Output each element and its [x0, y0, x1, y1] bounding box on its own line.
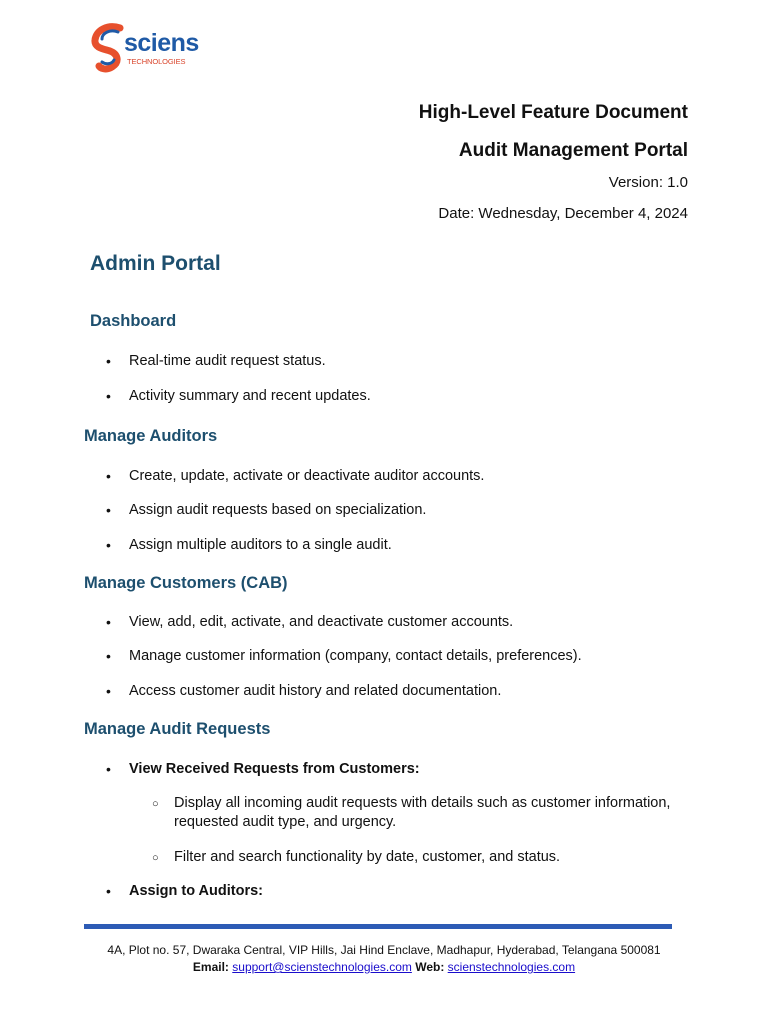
list-item-text: View Received Requests from Customers:: [129, 761, 420, 777]
document-subtitle: Audit Management Portal: [458, 140, 688, 161]
heading-manage-customers: Manage Customers (CAB): [84, 574, 288, 592]
list-item-text: Manage customer information (company, contact details, preferences).: [129, 648, 582, 664]
email-label: Email:: [192, 960, 229, 974]
bullet-icon: •: [106, 883, 111, 899]
bullet-icon: •: [106, 353, 111, 369]
list-item-text: Assign audit requests based on specialization.: [129, 502, 427, 518]
logo-subtext: TECHNOLOGIES: [127, 57, 186, 66]
email-link[interactable]: support@scienstechnologies.com: [232, 960, 412, 974]
bullet-icon: •: [106, 468, 111, 484]
document-version: Version: 1.0: [608, 174, 688, 191]
footer-divider: [84, 924, 672, 929]
heading-dashboard: Dashboard: [90, 312, 177, 330]
list-item-text: Access customer audit history and related documentation.: [129, 683, 502, 699]
list-item-text: Activity summary and recent updates.: [129, 388, 371, 404]
logo-wordmark: sciens: [124, 29, 199, 57]
circle-bullet-icon: ○: [152, 798, 159, 810]
list-item-text: Assign multiple auditors to a single audit.: [129, 537, 392, 553]
list-item-text: View, add, edit, activate, and deactivate customer accounts.: [129, 614, 514, 630]
heading-manage-audit-requests: Manage Audit Requests: [84, 720, 271, 738]
bullet-icon: •: [106, 388, 111, 404]
bullet-icon: •: [106, 648, 111, 664]
web-label: Web:: [415, 960, 445, 974]
bullet-icon: •: [106, 683, 111, 699]
document-title: High-Level Feature Document: [418, 102, 688, 123]
document-header: [419, 100, 688, 225]
bullet-icon: •: [106, 761, 111, 777]
footer-contact: [0, 960, 768, 974]
footer-address: 4A, Plot no. 57, Dwaraka Central, VIP Hills, Jai Hind Enclave, Madhapur, Hyderabad, Telangana 500081: [107, 943, 661, 957]
bullet-icon: •: [106, 537, 111, 553]
sub-list-item-text: Filter and search functionality by date, customer, and status.: [174, 849, 561, 865]
bullet-icon: •: [106, 502, 111, 518]
section-title: Admin Portal: [90, 252, 221, 275]
sub-list-item-text: Display all incoming audit requests with details such as customer information, requested audit type, and urgency.: [174, 795, 671, 830]
list-item-text: Real-time audit request status.: [129, 353, 326, 369]
document-date: Date: Wednesday, December 4, 2024: [438, 205, 688, 222]
heading-manage-auditors: Manage Auditors: [84, 427, 218, 445]
website-link[interactable]: scienstechnologies.com: [447, 960, 576, 974]
list-item-text: Create, update, activate or deactivate auditor accounts.: [129, 468, 485, 484]
bullet-icon: •: [106, 614, 111, 630]
list-item-text: Assign to Auditors:: [129, 883, 263, 899]
company-logo: [90, 22, 199, 74]
circle-bullet-icon: ○: [152, 852, 159, 864]
